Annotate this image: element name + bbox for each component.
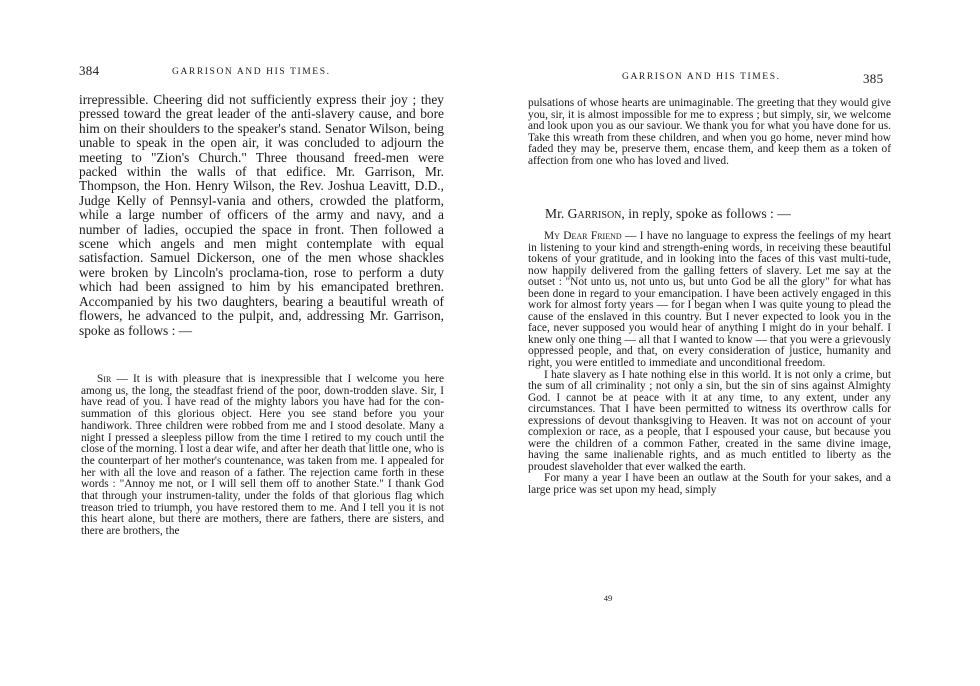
reply-heading-suffix: , in reply, spoke as follows : —: [621, 206, 791, 221]
address-block: [81, 374, 444, 538]
running-head: GARRISON AND HIS TIMES.: [172, 67, 331, 77]
right-page: [490, 0, 980, 686]
narrative-text: irrepressible. Cheering did not sufficiently express their joy ; they pressed toward the great leader of the anti-slavery cause, and bore him on their shoulders to the speaker's stand. Senator Wilson, being unable to speak in the open air, it was concluded to adjourn the meeting to "Zion's Church." Three thousand freed-men were packed within the walls of that edifice. Mr. Garrison, Mr. Thompson, the Hon. Henry Wilson, the Rev. Joshua Leavitt, D.D., Judge Kelly of Pennsyl-vania and others, crowded the platform, while a large number of officers of the army and navy, and a number of ladies, occupied the space in front. Then followed a scene which angels and men might contemplate with equal satisfaction. Samuel Dickerson, one of the men whose shackles were broken by Lincoln's proclama-tion, rose to perform a duty which had been assigned to him by his emancipated brethren. Accompanied by his two daughters, bearing a beautiful wreath of flowers, he advanced to the pulpit, and, addressing Mr. Garrison, spoke as follows : —: [79, 92, 444, 338]
page-number: 384: [79, 63, 100, 78]
reply-heading: [545, 206, 895, 222]
reply-paragraph: For many a year I have been an outlaw at the South for your sakes, and a large price was set upon my head, simply: [528, 472, 891, 497]
signature-mark: 49: [603, 593, 613, 603]
reply-paragraph: I hate slavery as I hate nothing else in this world. It is not only a crime, but the sum of all criminality ; not only a sin, but the sin of sins against Almighty God. I cannot be at peace with it at any time, to any extent, under any circumstances. That I have been permitted to witness its overthrow calls for expressions of devout thanksgiving to Heaven. It was not on account of your complexion or race, as a people, that I espoused your cause, but because you were the children of a common Father, created in the same divine image, having the same inalienable rights, and as much entitled to liberty as the proudest slaveholder that ever walked the earth.: [528, 368, 891, 473]
reply-heading-name: Garrison: [567, 206, 622, 221]
reply-salutation: My Dear Friend: [544, 230, 622, 242]
address-text: — It is with pleasure that is inexpressible that I welcome you here among us, the long, the steadfast friend of the poor, down-trodden slave. Sir, I have read of you. I have read of the mighty labors you have had for the con-summation of this glorious object. Here you see stand before you your handiwork. Three children were robbed from me and I stood desolate. Many a night I pressed a sleepless pillow from the time I retired to my couch until the close of the morning. I lost a dear wife, and after her death that little one, who is the counterpart of her mother's countenance, was taken from me. I appealed for her with all the love and reason of a father. The rejection came forth in these words : "Annoy me not, or I will sell them off to another State." I thank God that through your instrumen-tality, under the folds of that glorious flag which treason tried to triumph, you have restored them to me. And I tell you it is not this heart alone, but there are mothers, there are fathers, there are sisters, and there are brothers, the: [81, 373, 444, 538]
address-continuation: [528, 98, 891, 167]
running-head: GARRISON AND HIS TIMES.: [622, 72, 781, 82]
page-number: 385: [863, 71, 884, 86]
narrative-paragraph: [79, 93, 444, 338]
address-salutation: Sir: [97, 373, 112, 385]
reply-body: [528, 231, 891, 497]
reply-heading-prefix: Mr.: [545, 206, 568, 221]
reply-paragraph: [528, 231, 891, 370]
reply-text: — I have no language to express the feelings of my heart in listening to your kind and strength-ening words, in receiving these beautiful tokens of your gratitude, and in looking into the faces of this vast multi-tude, now happily delivered from the galling fetters of slavery. Let me say at the outset : "Not unto us, not unto us, but unto God be all the glory" for what has been done in regard to your emancipation. I have been actively engaged in this work for almost forty years — for I began when I was quite young to plead the cause of the enslaved in this country. But I never expected to look you in the face, never supposed you would hear of anything I might do in your behalf. I knew only one thing — all that I wanted to know — that you were a grievously oppressed people, and that, on every consideration of justice, humanity and right, you were entitled to immediate and unconditional freedom.: [528, 230, 891, 370]
address-continued-text: pulsations of whose hearts are unimaginable. The greeting that they would give you, sir, it is almost impossible for me to express ; but simply, sir, we welcome and look upon you as our saviour. We thank you for what you have done for us. Take this wreath from these children, and when you go home, never mind how faded they may be, preserve them, encase them, and keep them as a token of affection from one who has loved and lived.: [528, 97, 891, 167]
address-paragraph: [81, 374, 444, 538]
